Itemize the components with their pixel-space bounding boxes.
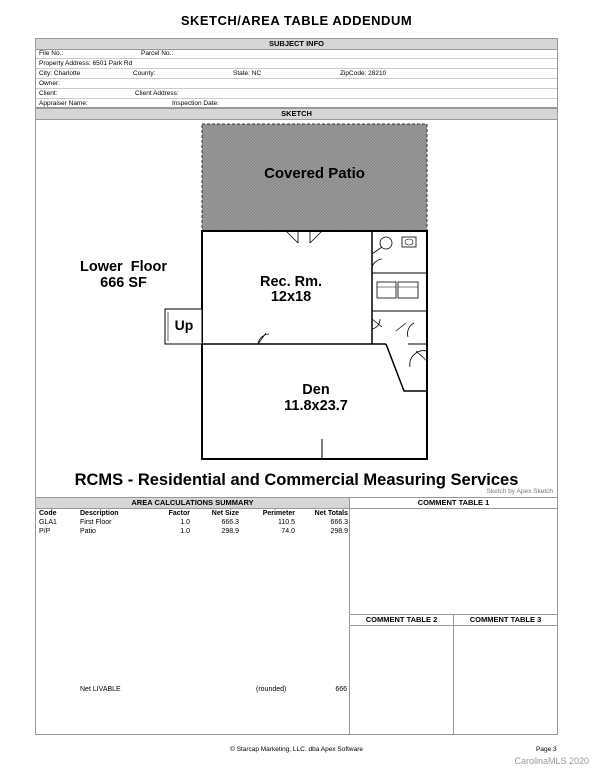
net-livable-label: Net LIVABLE: [80, 686, 121, 693]
subject-row-5: [36, 89, 557, 99]
client-address-field: Client Address:: [135, 90, 179, 97]
row-code: P/P: [39, 528, 51, 535]
row-code: GLA1: [39, 519, 57, 526]
covered-patio-label: Covered Patio: [264, 165, 365, 182]
col-perimeter: Perimeter: [262, 510, 295, 517]
area-summary-box: [35, 497, 350, 735]
city-field: City: Charlotte: [39, 70, 81, 77]
floor-label: Lower Floor: [80, 259, 167, 275]
col-net-size: Net Size: [211, 510, 239, 517]
col-code: Code: [39, 510, 57, 517]
area-summary-header: AREA CALCULATIONS SUMMARY: [36, 498, 349, 509]
comment-table-1-header: COMMENT TABLE 1: [350, 498, 557, 509]
rec-room-label: Rec. Rm.: [259, 274, 323, 290]
row-net-size: 298.9: [221, 528, 239, 535]
col-factor: Factor: [168, 510, 190, 517]
rec-room-size-label: 12x18: [270, 289, 312, 305]
subject-row-3: [36, 69, 557, 79]
row-perimeter: 74.0: [281, 528, 295, 535]
table-row: [36, 518, 349, 527]
parcel-no-field: Parcel No.:: [141, 50, 174, 57]
owner-field: Owner:: [39, 80, 60, 87]
property-address-field: Property Address: 6501 Park Rd: [39, 60, 133, 67]
net-livable-total: 666: [335, 686, 347, 693]
row-description: Patio: [80, 528, 96, 535]
floor-sf-label: 666 SF: [100, 275, 147, 291]
col-net-totals: Net Totals: [314, 510, 348, 517]
rounded-label: (rounded): [256, 686, 287, 693]
row-factor: 1.0: [180, 528, 190, 535]
comment-table-1: [349, 497, 558, 615]
net-livable-row: [36, 686, 349, 696]
row-factor: 1.0: [180, 519, 190, 526]
state-field: State: NC: [233, 70, 262, 77]
exterior-walls: [202, 231, 427, 459]
col-description: Description: [80, 510, 119, 517]
footer-copyright: © Starcap Marketing, LLC. dba Apex Software: [229, 746, 364, 753]
comment-table-2-header: COMMENT TABLE 2: [350, 615, 453, 626]
den-size-label: 11.8x23.7: [284, 398, 348, 414]
sketch-area: [35, 119, 558, 498]
row-net-total: 298.9: [330, 528, 348, 535]
subject-info-box: [35, 49, 558, 108]
up-label: Up: [174, 317, 194, 333]
company-label: RCMS - Residential and Commercial Measuring Services: [74, 471, 519, 489]
zip-field: ZipCode: 28210: [340, 70, 387, 77]
sketch-credit: Sketch by Apex Sketch: [486, 488, 553, 495]
county-field: County:: [133, 70, 156, 77]
washer-fixture: [377, 282, 396, 298]
subject-row-1: [36, 49, 557, 59]
inspection-date-field: Inspection Date:: [172, 100, 219, 107]
row-net-total: 666.3: [330, 519, 348, 526]
subject-info-header: SUBJECT INFO: [35, 38, 558, 50]
dryer-fixture: [398, 282, 418, 298]
sketch-header: SKETCH: [35, 108, 558, 120]
client-field: Client:: [39, 90, 58, 97]
sink-fixture: [380, 237, 392, 249]
watermark: CarolinaMLS 2020: [514, 756, 589, 766]
den-label: Den: [302, 382, 330, 398]
row-description: First Floor: [80, 519, 112, 526]
table-row: [36, 527, 349, 536]
comment-table-3-header: COMMENT TABLE 3: [454, 615, 557, 626]
subject-row-2: [36, 59, 557, 69]
appraiser-field: Appraiser Name:: [39, 100, 88, 107]
subject-row-6: [36, 99, 557, 108]
subject-row-4: [36, 79, 557, 89]
area-table-header-row: [36, 509, 349, 518]
page-title: SKETCH/AREA TABLE ADDENDUM: [180, 13, 413, 28]
footer-page: Page 3: [536, 746, 557, 753]
file-no-field: File No.:: [39, 50, 64, 57]
row-net-size: 666.3: [221, 519, 239, 526]
comment-table-2: [349, 614, 454, 735]
comment-table-3: [453, 614, 558, 735]
area-table: [36, 509, 349, 549]
row-perimeter: 110.5: [278, 519, 295, 526]
